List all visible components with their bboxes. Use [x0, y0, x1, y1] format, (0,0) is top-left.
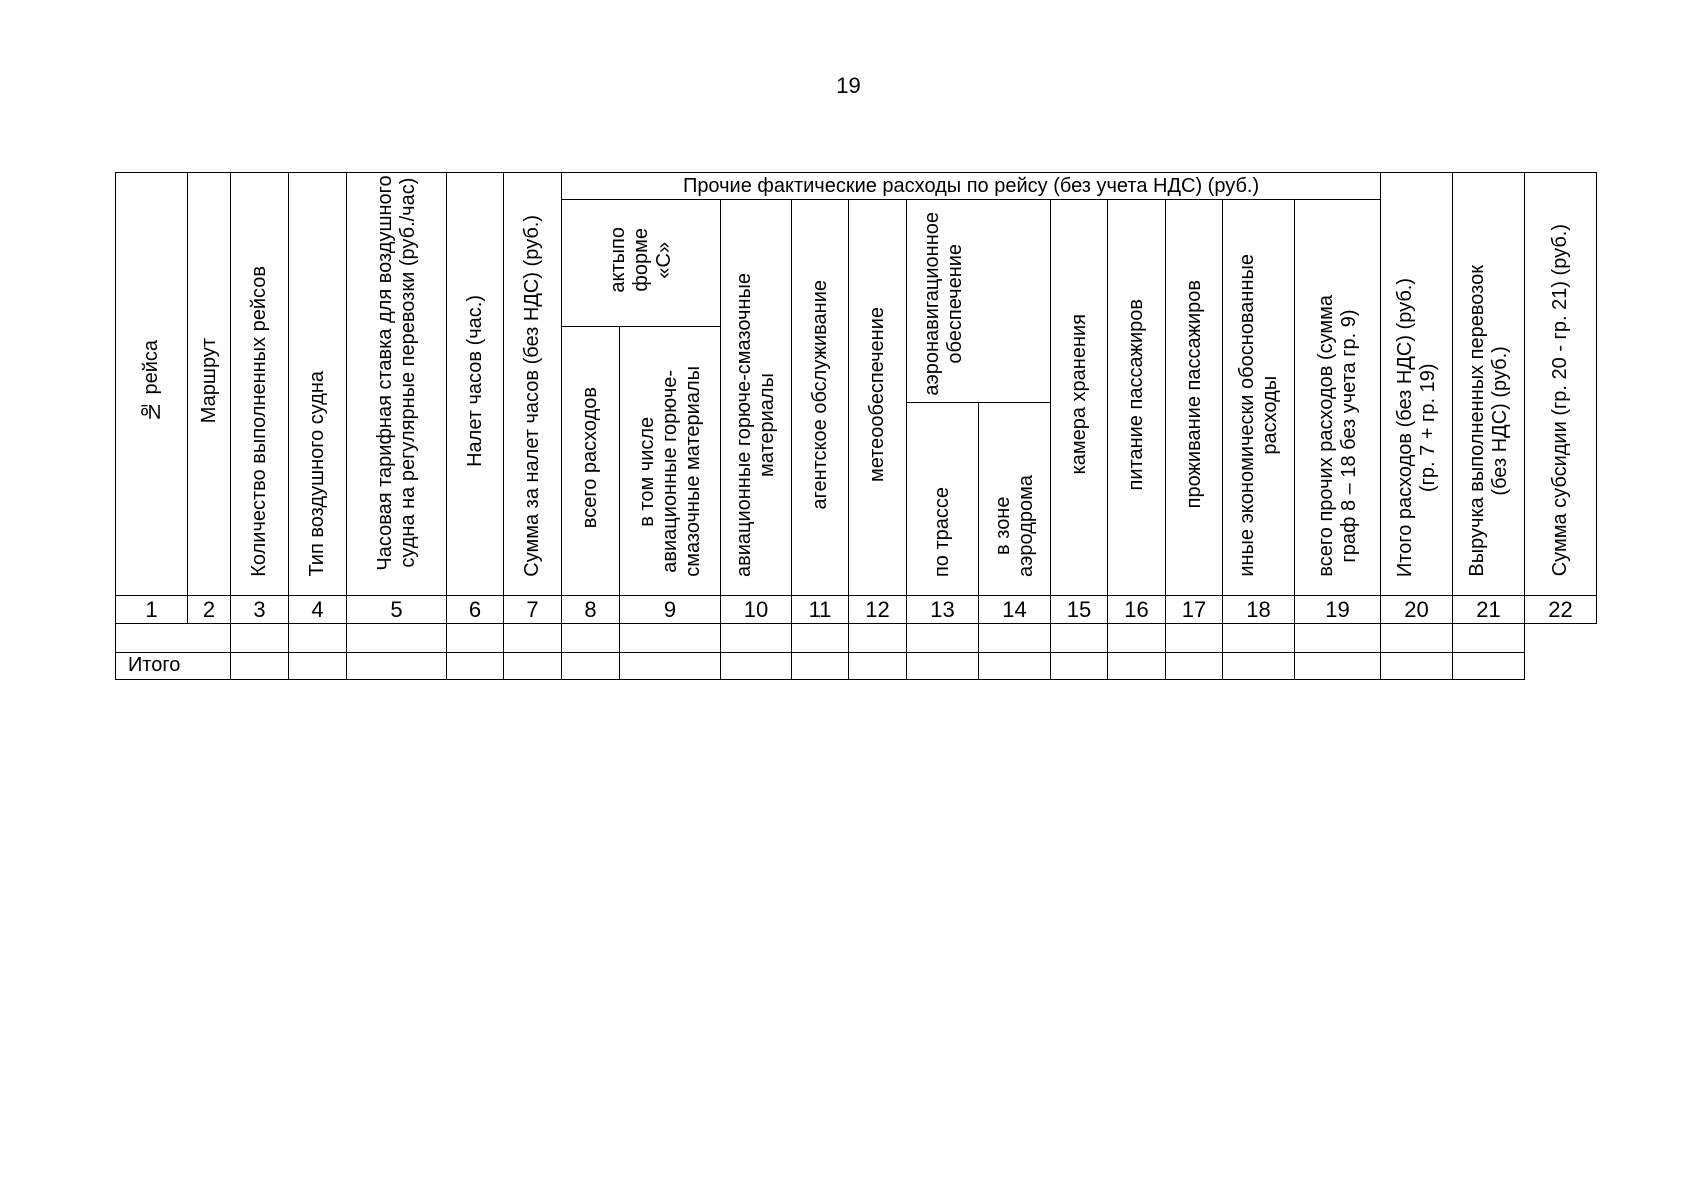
table-cell [979, 623, 1051, 652]
column-number: 14 [979, 595, 1051, 623]
header-total-expenses: Итого расходов (без НДС) (руб.) (гр. 7 + гр. 19) [1381, 173, 1453, 596]
header-other-total: всего прочих расходов (сумма граф 8 – 18 без учета гр. 9) [1295, 200, 1381, 596]
table-cell [347, 652, 447, 679]
column-number: 17 [1166, 595, 1223, 623]
table-cell [231, 652, 289, 679]
table-cell [504, 623, 562, 652]
column-number: 19 [1295, 595, 1381, 623]
header-flight-hours-sum: Сумма за налет часов (без НДС) (руб.) [504, 173, 562, 596]
header-other-justified: иные экономически обоснованные расходы [1223, 200, 1295, 596]
table-cell [907, 652, 979, 679]
column-number: 6 [447, 595, 504, 623]
column-number: 16 [1108, 595, 1166, 623]
table-cell [231, 623, 289, 652]
table-cell [562, 623, 620, 652]
column-number: 1 [116, 595, 188, 623]
page-number: 19 [836, 73, 861, 98]
column-number: 21 [1453, 595, 1525, 623]
table-cell [289, 652, 347, 679]
header-aircraft-type: Тип воздушного судна [289, 173, 347, 596]
column-number: 10 [721, 595, 792, 623]
table-cell [721, 652, 792, 679]
table-cell [1051, 623, 1108, 652]
table-cell [1381, 652, 1453, 679]
column-number: 3 [231, 595, 289, 623]
header-passenger-lodging: проживание пассажиров [1166, 200, 1223, 596]
table-cell [1051, 652, 1108, 679]
column-number: 2 [188, 595, 231, 623]
table-cell [1166, 623, 1223, 652]
table-cell [447, 652, 504, 679]
total-row [116, 652, 1597, 679]
header-acts-fuel: в том числе авиационные горюче- смазочные материалы [620, 327, 721, 596]
table-cell [562, 652, 620, 679]
table-cell [1295, 652, 1381, 679]
column-number: 9 [620, 595, 721, 623]
data-row-empty [116, 623, 1597, 652]
table-cell [849, 623, 907, 652]
header-flights-count: Количество выполненных рейсов [231, 173, 289, 596]
table-cell [907, 623, 979, 652]
column-number: 7 [504, 595, 562, 623]
header-agent-service: агентское обслуживание [792, 200, 849, 596]
table-cell [116, 623, 231, 652]
column-number: 12 [849, 595, 907, 623]
table-cell [1295, 623, 1381, 652]
header-en-route: по трассе [907, 402, 979, 595]
column-number: 20 [1381, 595, 1453, 623]
header-flight-number: № рейса [116, 173, 188, 596]
table-cell [1166, 652, 1223, 679]
table-cell [620, 623, 721, 652]
header-air-navigation: аэронавигационное обеспечение [907, 200, 1051, 403]
header-subsidy-sum: Сумма субсидии (гр. 20 - гр. 21) (руб.) [1525, 173, 1597, 596]
column-number: 4 [289, 595, 347, 623]
flight-expenses-table [115, 172, 1597, 680]
total-label: Итого [116, 652, 231, 679]
table-cell [1108, 652, 1166, 679]
header-aviation-fuel: авиационные горюче-смазочные материалы [721, 200, 792, 596]
table-cell [504, 652, 562, 679]
table-cell [289, 623, 347, 652]
table-cell [1223, 623, 1295, 652]
header-other-expenses: Прочие фактические расходы по рейсу (без учета НДС) (руб.) [562, 173, 1381, 200]
column-number: 22 [1525, 595, 1597, 623]
column-number: 15 [1051, 595, 1108, 623]
table-cell [1108, 623, 1166, 652]
column-number: 8 [562, 595, 620, 623]
header-revenue: Выручка выполненных перевозок (без НДС) (руб.) [1453, 173, 1525, 596]
header-total-acts: всего расходов [562, 327, 620, 596]
table-cell [1453, 623, 1525, 652]
table-cell [1223, 652, 1295, 679]
table-cell [347, 623, 447, 652]
table-cell [721, 623, 792, 652]
header-route: Маршрут [188, 173, 231, 596]
table-cell [792, 623, 849, 652]
header-aerodrome-zone: в зоне аэродрома [979, 402, 1051, 595]
table-cell [792, 652, 849, 679]
column-number: 13 [907, 595, 979, 623]
table-cell [447, 623, 504, 652]
table-cell [620, 652, 721, 679]
table-cell [1453, 652, 1525, 679]
column-numbers-row [116, 595, 1597, 623]
header-passenger-meals: питание пассажиров [1108, 200, 1166, 596]
table-cell [1381, 623, 1453, 652]
header-meteo: метеообеспечение [849, 200, 907, 596]
header-storage: камера хранения [1051, 200, 1108, 596]
header-acts-form-c: актыпо форме «С» [562, 200, 721, 327]
table-cell [979, 652, 1051, 679]
header-flight-hours: Налет часов (час.) [447, 173, 504, 596]
column-number: 11 [792, 595, 849, 623]
column-number: 18 [1223, 595, 1295, 623]
header-hourly-rate: Часовая тарифная ставка для воздушного судна на регулярные перевозки (руб./час) [347, 173, 447, 596]
table-cell [849, 652, 907, 679]
column-number: 5 [347, 595, 447, 623]
